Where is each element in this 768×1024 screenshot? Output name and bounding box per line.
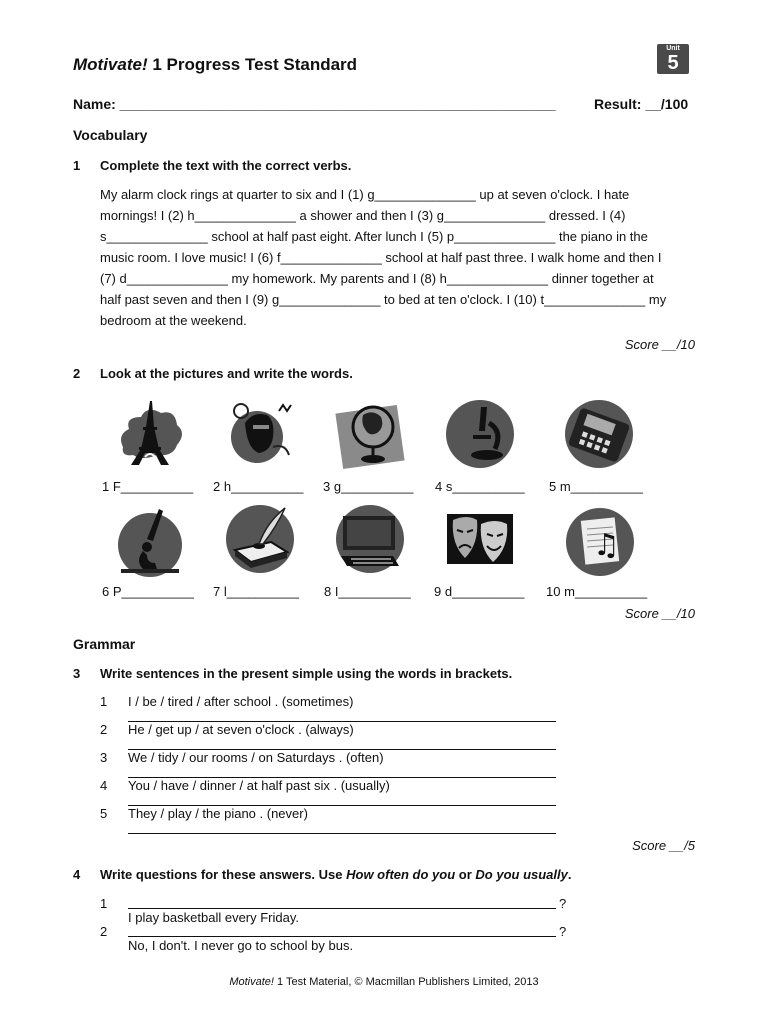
- quill-book-icon: [223, 502, 297, 576]
- picture-label-9[interactable]: 9 d__________: [434, 584, 525, 599]
- history-knight-icon: [223, 397, 297, 471]
- title-rest: 1 Progress Test Standard: [147, 55, 358, 74]
- computer-icon: [333, 502, 407, 576]
- question-3-score: Score __/5: [632, 838, 695, 853]
- microscope-icon: [443, 397, 517, 471]
- calculator-icon: [563, 397, 637, 471]
- grammar-heading: Grammar: [73, 636, 136, 652]
- footer: [0, 976, 768, 988]
- sentence-prompt: You / have / dinner / at half past six . (usually): [128, 778, 390, 793]
- question-3-number: 3: [73, 666, 81, 681]
- picture-label-7[interactable]: 7 l__________: [213, 584, 300, 599]
- answer-text: I play basketball every Friday.: [128, 910, 299, 925]
- unit-number: 5: [667, 52, 679, 74]
- sentence-number: 5: [100, 806, 108, 821]
- question-number: 1: [100, 896, 108, 911]
- question-4-number: 4: [73, 867, 81, 882]
- drama-masks-icon: [443, 506, 517, 580]
- text-line-1: My alarm clock rings at quarter to six and I (1) g______________ up at seven o'clock. I hate: [100, 187, 630, 202]
- text-line-3: s______________ school at half past eight. After lunch I (5) p______________ the piano in the: [100, 229, 648, 244]
- question-1-instruction: Complete the text with the correct verbs.: [100, 158, 352, 173]
- unit-label: Unit: [666, 45, 680, 52]
- question-1-score: Score __/10: [624, 337, 695, 352]
- picture-label-2[interactable]: 2 h__________: [213, 479, 304, 494]
- question-1-number: 1: [73, 158, 81, 173]
- sentence-prompt: I / be / tired / after school . (sometimes): [128, 694, 354, 709]
- result-field: Result: __/100: [594, 96, 689, 112]
- text-line-2: mornings! I (2) h______________ a shower and then I (3) g______________ dressed. I (4): [100, 208, 626, 223]
- answer-line[interactable]: [128, 936, 556, 937]
- text-line-7: bedroom at the weekend.: [100, 313, 247, 328]
- sentence-prompt: They / play / the piano . (never): [128, 806, 308, 821]
- question-mark: ?: [559, 924, 567, 939]
- picture-label-6[interactable]: 6 P__________: [102, 584, 194, 599]
- question-mark: ?: [559, 896, 567, 911]
- unit-badge: [657, 44, 689, 74]
- question-3-instruction: Write sentences in the present simple using the words in brackets.: [100, 666, 513, 681]
- question-number: 2: [100, 924, 108, 939]
- sentence-number: 2: [100, 722, 108, 737]
- answer-text: No, I don't. I never go to school by bus.: [128, 938, 354, 953]
- footer-rest: 1 Test Material, © Macmillan Publishers Limited, 2013: [273, 976, 539, 988]
- question-2-instruction: Look at the pictures and write the words.: [100, 366, 353, 381]
- music-note-icon: [563, 505, 637, 579]
- sentence-prompt: He / get up / at seven o'clock . (always): [128, 722, 354, 737]
- picture-label-3[interactable]: 3 g__________: [323, 479, 414, 494]
- sentence-number: 1: [100, 694, 108, 709]
- picture-label-5[interactable]: 5 m__________: [549, 479, 643, 494]
- instruction-part: Write questions for these answers. Use: [100, 867, 347, 882]
- question-2-number: 2: [73, 366, 81, 381]
- instruction-phrase-2: Do you usually: [475, 867, 568, 882]
- answer-line[interactable]: [128, 833, 556, 834]
- picture-label-4[interactable]: 4 s__________: [435, 479, 525, 494]
- name-field[interactable]: Name: ________________________________________________________: [73, 96, 556, 112]
- question-1-text: [100, 184, 700, 331]
- vocabulary-heading: Vocabulary: [73, 127, 148, 143]
- question-4-instruction: [100, 867, 572, 882]
- sentence-prompt: We / tidy / our rooms / on Saturdays . (often): [128, 750, 384, 765]
- text-line-6: half past seven and then I (9) g______________ to bed at ten o'clock. I (10) t______________ my: [100, 292, 667, 307]
- picture-label-1[interactable]: 1 F__________: [102, 479, 194, 494]
- text-line-4: music room. I love music! I (6) f______________ school at half past three. I walk home and then I: [100, 250, 662, 265]
- question-2-score: Score __/10: [624, 606, 695, 621]
- instruction-phrase-1: How often do you: [346, 867, 456, 882]
- footer-italic: Motivate!: [229, 976, 274, 988]
- eiffel-tower-icon: [113, 397, 187, 471]
- instruction-part: .: [567, 867, 572, 882]
- page-title: [73, 55, 357, 75]
- gymnast-icon: [113, 505, 187, 579]
- picture-label-8[interactable]: 8 I__________: [324, 584, 411, 599]
- instruction-part: or: [455, 867, 476, 882]
- text-line-5: (7) d______________ my homework. My parents and I (8) h______________ dinner together at: [100, 271, 654, 286]
- svg-text:♫: ♫: [593, 528, 620, 563]
- picture-label-10[interactable]: 10 m__________: [546, 584, 648, 599]
- sentence-number: 3: [100, 750, 108, 765]
- globe-icon: [333, 397, 407, 471]
- answer-line[interactable]: [128, 908, 556, 909]
- title-italic: Motivate!: [73, 55, 148, 74]
- sentence-number: 4: [100, 778, 108, 793]
